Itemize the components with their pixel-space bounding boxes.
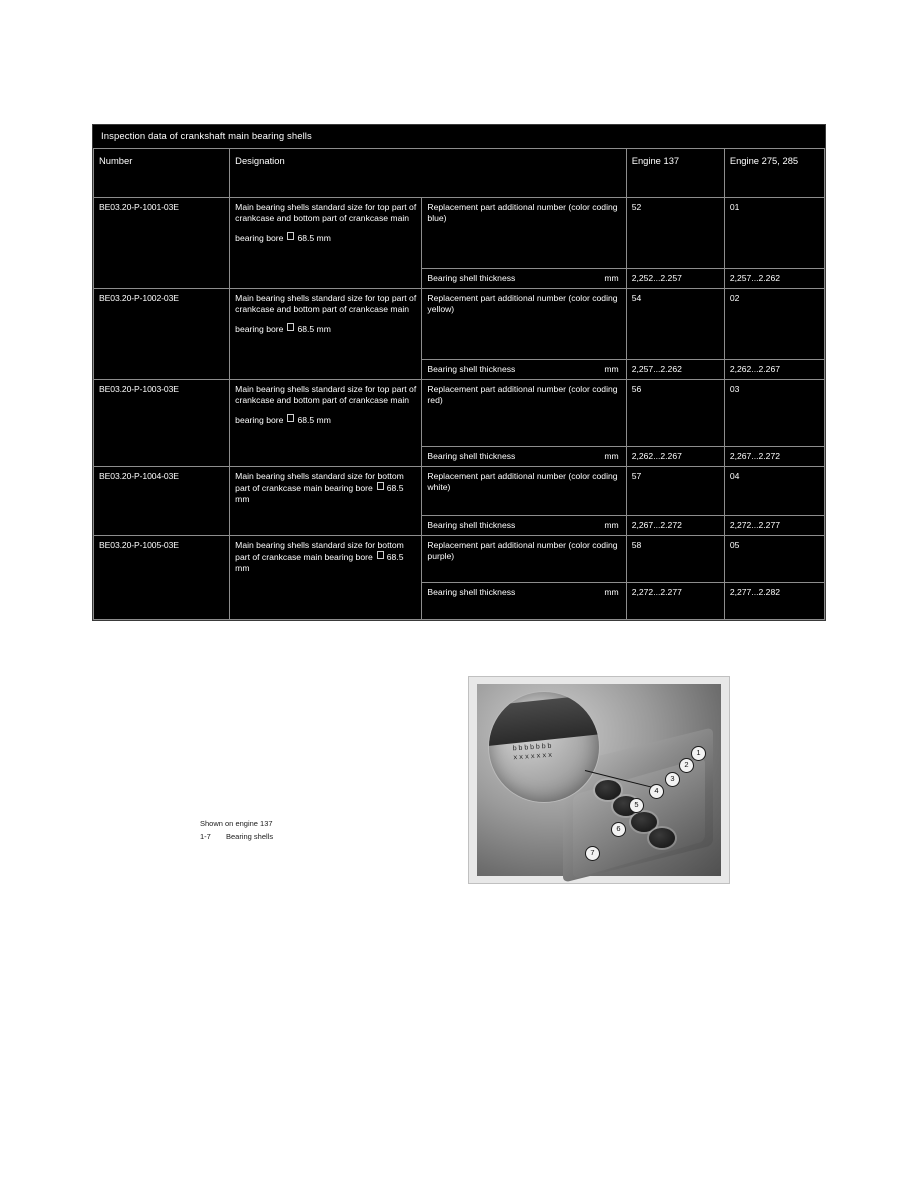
bearing-shell-grid [93, 148, 825, 620]
row-detail: Replacement part additional number (color coding purple) [422, 536, 626, 583]
row-detail: Replacement part additional number (color coding blue) [422, 198, 626, 269]
thickness-unit: mm [604, 587, 619, 597]
designation-text: Main bearing shells standard size for top part of crankcase and bottom part of crankcase main [235, 384, 417, 405]
thickness-label-cell [422, 583, 626, 620]
row-engine-275-285: 04 [724, 467, 824, 516]
thickness-label: Bearing shell thickness [427, 451, 516, 461]
callout-7: 7 [585, 846, 600, 861]
bearing-bore-4 [649, 828, 675, 848]
thickness-engine-275-285: 2,257...2.262 [724, 269, 824, 289]
callout-6: 6 [611, 822, 626, 837]
bearing-bore-1 [595, 780, 621, 800]
header-engine-275-285: Engine 275, 285 [724, 149, 824, 198]
header-engine-137: Engine 137 [626, 149, 724, 198]
designation-text: Main bearing shells standard size for bottom part of crankcase main [235, 540, 404, 562]
designation-text: Main bearing shells standard size for bottom part of crankcase main [235, 471, 404, 493]
designation-text: Main bearing shells standard size for top part of crankcase and bottom part of crankcase main [235, 202, 417, 223]
bore-label: bearing bore [235, 233, 284, 243]
row-detail: Replacement part additional number (color coding yellow) [422, 289, 626, 360]
engine-photo-figure [468, 676, 730, 884]
callout-4: 4 [649, 784, 664, 799]
thickness-engine-137: 2,257...2.262 [626, 360, 724, 380]
thickness-engine-137: 2,262...2.267 [626, 447, 724, 467]
bore-label: bearing bore [235, 324, 284, 334]
thickness-label: Bearing shell thickness [427, 520, 516, 530]
thickness-label: Bearing shell thickness [427, 273, 516, 283]
thickness-label-cell [422, 269, 626, 289]
row-number: BE03.20-P-1002-03E [94, 289, 230, 380]
bore-value: 68.5 mm [297, 324, 331, 334]
row-designation [230, 198, 422, 289]
row-engine-137: 56 [626, 380, 724, 447]
thickness-engine-275-285: 2,277...2.282 [724, 583, 824, 620]
designation-text: Main bearing shells standard size for top part of crankcase and bottom part of crankcase main [235, 293, 417, 314]
callout-2: 2 [679, 758, 694, 773]
table-header-row [94, 149, 825, 198]
thickness-unit: mm [604, 273, 619, 283]
diameter-icon [287, 323, 294, 331]
bore-label: bearing bore [235, 415, 284, 425]
bore-label: bearing bore [324, 483, 373, 493]
thickness-label: Bearing shell thickness [427, 587, 516, 597]
bore-value: 68.5 mm [297, 233, 331, 243]
header-designation: Designation [230, 149, 627, 198]
bore-line [235, 323, 416, 335]
callout-3: 3 [665, 772, 680, 787]
figure-caption [200, 818, 420, 843]
row-engine-137: 58 [626, 536, 724, 583]
thickness-label-cell [422, 516, 626, 536]
row-engine-275-285: 03 [724, 380, 824, 447]
magnifier-dark-band [489, 693, 599, 746]
magnifier-inset [489, 692, 599, 802]
thickness-engine-137: 2,272...2.277 [626, 583, 724, 620]
row-engine-275-285: 01 [724, 198, 824, 269]
row-engine-275-285: 05 [724, 536, 824, 583]
table-row [94, 536, 825, 583]
caption-key-text: Bearing shells [226, 832, 274, 842]
row-detail: Replacement part additional number (color coding red) [422, 380, 626, 447]
thickness-label-cell [422, 360, 626, 380]
bore-value: 68.5 mm [297, 415, 331, 425]
bore-line [235, 414, 416, 426]
row-designation [230, 289, 422, 380]
bearing-bore-3 [631, 812, 657, 832]
diameter-icon [377, 551, 384, 559]
row-engine-137: 52 [626, 198, 724, 269]
bore-value: 68.5 mm [235, 552, 404, 573]
thickness-label-cell [422, 447, 626, 467]
header-number: Number [94, 149, 230, 198]
caption-key: 1-7 [200, 832, 211, 842]
thickness-engine-275-285: 2,267...2.272 [724, 447, 824, 467]
stamped-color-codes: bbbbbbb xxxxxxx [512, 742, 555, 763]
table-row [94, 467, 825, 516]
row-number: BE03.20-P-1001-03E [94, 198, 230, 289]
diameter-icon [287, 414, 294, 422]
thickness-engine-137: 2,267...2.272 [626, 516, 724, 536]
callout-1: 1 [691, 746, 706, 761]
caption-legend [200, 831, 420, 842]
row-number: BE03.20-P-1004-03E [94, 467, 230, 536]
thickness-label: Bearing shell thickness [427, 364, 516, 374]
row-engine-137: 54 [626, 289, 724, 360]
row-number: BE03.20-P-1005-03E [94, 536, 230, 620]
row-designation [230, 467, 422, 536]
thickness-unit: mm [604, 364, 619, 374]
row-detail: Replacement part additional number (color coding white) [422, 467, 626, 516]
inspection-data-table [92, 124, 826, 621]
diameter-icon [377, 482, 384, 490]
engine-photo [477, 684, 721, 876]
bore-label: bearing bore [324, 552, 373, 562]
diameter-icon [287, 232, 294, 240]
thickness-engine-275-285: 2,272...2.277 [724, 516, 824, 536]
table-row [94, 380, 825, 447]
table-row [94, 289, 825, 360]
row-number: BE03.20-P-1003-03E [94, 380, 230, 467]
thickness-unit: mm [604, 520, 619, 530]
bore-line [235, 232, 416, 244]
callout-5: 5 [629, 798, 644, 813]
thickness-engine-137: 2,252...2.257 [626, 269, 724, 289]
thickness-engine-275-285: 2,262...2.267 [724, 360, 824, 380]
row-designation [230, 380, 422, 467]
thickness-unit: mm [604, 451, 619, 461]
row-engine-275-285: 02 [724, 289, 824, 360]
caption-line-1: Shown on engine 137 [200, 819, 273, 828]
row-engine-137: 57 [626, 467, 724, 516]
table-title: Inspection data of crankshaft main bearing shells [101, 131, 312, 142]
row-designation [230, 536, 422, 620]
bore-value: 68.5 mm [235, 483, 404, 504]
table-row [94, 198, 825, 269]
